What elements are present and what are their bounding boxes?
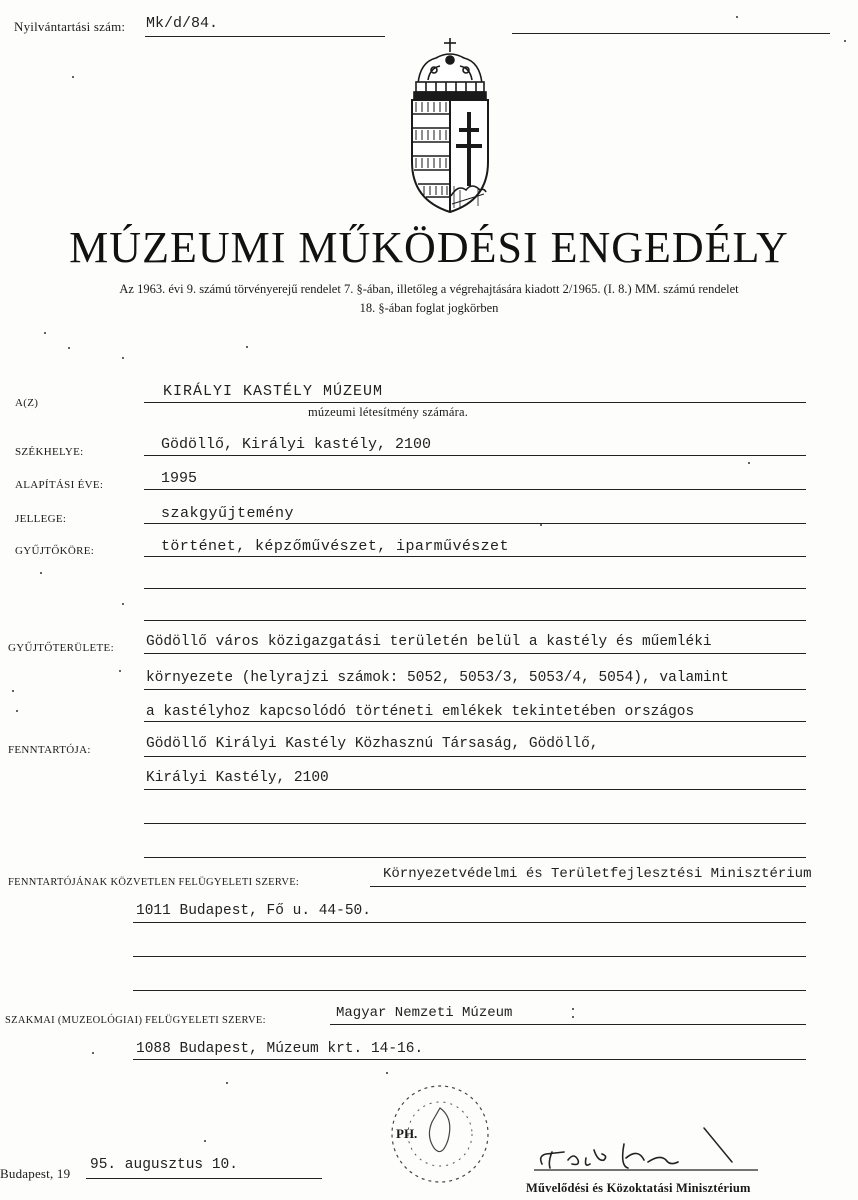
operator-label: FENNTARTÓJA: — [8, 744, 91, 756]
stamp-ph-mark: PH. — [396, 1126, 418, 1141]
issue-date-line — [86, 1178, 322, 1179]
registration-line — [145, 36, 385, 37]
museum-name-line — [144, 402, 806, 403]
scan-speck — [204, 1140, 206, 1142]
operator-line-2: Királyi Kastély, 2100 — [146, 770, 329, 786]
collection-area-rule-1 — [144, 653, 806, 654]
az-label: A(Z) — [15, 397, 39, 409]
scan-speck — [572, 1008, 574, 1010]
character-value: szakgyűjtemény — [161, 505, 295, 522]
scan-speck — [540, 524, 542, 526]
founding-year-value: 1995 — [161, 470, 198, 487]
ministry-name: Művelődési és Közoktatási Minisztérium — [526, 1181, 751, 1195]
blank-line-2 — [144, 620, 806, 621]
place-date-prefix: Budapest, 19 — [0, 1166, 71, 1181]
collection-area-rule-3 — [144, 721, 806, 722]
scan-speck — [844, 40, 846, 42]
character-label: JELLEGE: — [15, 513, 67, 525]
registration-number: Mk/d/84. — [146, 15, 219, 32]
scan-speck — [572, 1016, 574, 1018]
collection-area-line-3: a kastélyhoz kapcsolódó történeti emlékek tekintetében országos — [146, 704, 695, 720]
collection-area-line-1: Gödöllő város közigazgatási területén belül a kastély és műemléki — [146, 634, 712, 650]
character-line — [144, 523, 806, 524]
collection-scope-value: történet, képzőművészet, iparművészet — [161, 538, 509, 555]
coat-of-arms-icon — [400, 36, 500, 214]
professional-supervisor-rule-2 — [133, 1059, 806, 1060]
scan-speck — [16, 710, 18, 712]
scan-speck — [122, 603, 124, 605]
collection-scope-label: GYŰJTŐKÖRE: — [15, 545, 95, 557]
scan-speck — [12, 690, 14, 692]
scan-speck — [748, 462, 750, 464]
signature-icon — [528, 1118, 758, 1178]
supervisory-body-line-2: 1011 Budapest, Fő u. 44-50. — [136, 903, 371, 919]
scan-speck — [386, 1072, 388, 1074]
scan-speck — [246, 346, 248, 348]
seat-label: SZÉKHELYE: — [15, 446, 84, 458]
scan-speck — [72, 76, 74, 78]
operator-line-1: Gödöllő Királyi Kastély Közhasznú Társaság, Gödöllő, — [146, 736, 599, 752]
supervisory-body-label: FENNTARTÓJÁNAK KÖZVETLEN FELÜGYELETI SZERVE: — [8, 877, 300, 888]
blank-line-4 — [144, 857, 806, 858]
professional-supervisor-line-1: Magyar Nemzeti Múzeum — [336, 1005, 513, 1021]
blank-line-6 — [133, 990, 806, 991]
professional-supervisor-rule-1 — [330, 1024, 806, 1025]
collection-area-label: GYŰJTŐTERÜLETE: — [8, 642, 114, 654]
collection-scope-line — [144, 556, 806, 557]
blank-line-3 — [144, 823, 806, 824]
legal-reference-line-2: 18. §-ában foglat jogkörben — [359, 301, 499, 315]
museum-name: KIRÁLYI KASTÉLY MÚZEUM — [163, 383, 384, 400]
founding-year-line — [144, 489, 806, 490]
registration-label: Nyilvántartási szám: — [14, 19, 126, 34]
document-title: MÚZEUMI MŰKÖDÉSI ENGEDÉLY — [69, 223, 789, 272]
supervisory-body-line-1: Környezetvédelmi és Területfejlesztési Minisztérium — [383, 866, 812, 882]
supervisory-body-rule-1 — [370, 886, 806, 887]
scan-speck — [226, 1082, 228, 1084]
scan-speck — [44, 332, 46, 334]
operator-rule-1 — [144, 756, 806, 757]
collection-area-line-2: környezete (helyrajzi számok: 5052, 5053/3, 5053/4, 5054), valamint — [146, 670, 729, 686]
professional-supervisor-label: SZAKMAI (MUZEOLÓGIAI) FELÜGYELETI SZERVE: — [5, 1015, 266, 1026]
collection-area-rule-2 — [144, 689, 806, 690]
professional-supervisor-line-2: 1088 Budapest, Múzeum krt. 14-16. — [136, 1041, 424, 1057]
scan-speck — [119, 670, 121, 672]
issue-date: 95. augusztus 10. — [90, 1157, 238, 1173]
blank-line-5 — [133, 956, 806, 957]
scan-speck — [122, 357, 124, 359]
supervisory-body-rule-2 — [133, 922, 806, 923]
scan-speck — [40, 572, 42, 574]
scan-speck — [68, 347, 70, 349]
header-blank-line — [512, 33, 830, 34]
founding-year-label: ALAPÍTÁSI ÉVE: — [15, 479, 104, 491]
seat-line — [144, 455, 806, 456]
scan-speck — [92, 1052, 94, 1054]
museum-caption: múzeumi létesítmény számára. — [308, 405, 469, 419]
seat-value: Gödöllő, Királyi kastély, 2100 — [161, 436, 432, 453]
blank-line-1 — [144, 588, 806, 589]
legal-reference-line-1: Az 1963. évi 9. számú törvényerejű rendelet 7. §-ában, illetőleg a végrehajtására kiadott 2/1965. (I. 8.) MM. számú rendelet — [119, 282, 739, 296]
scan-speck — [736, 16, 738, 18]
operator-rule-2 — [144, 789, 806, 790]
legal-reference — [10, 280, 848, 318]
